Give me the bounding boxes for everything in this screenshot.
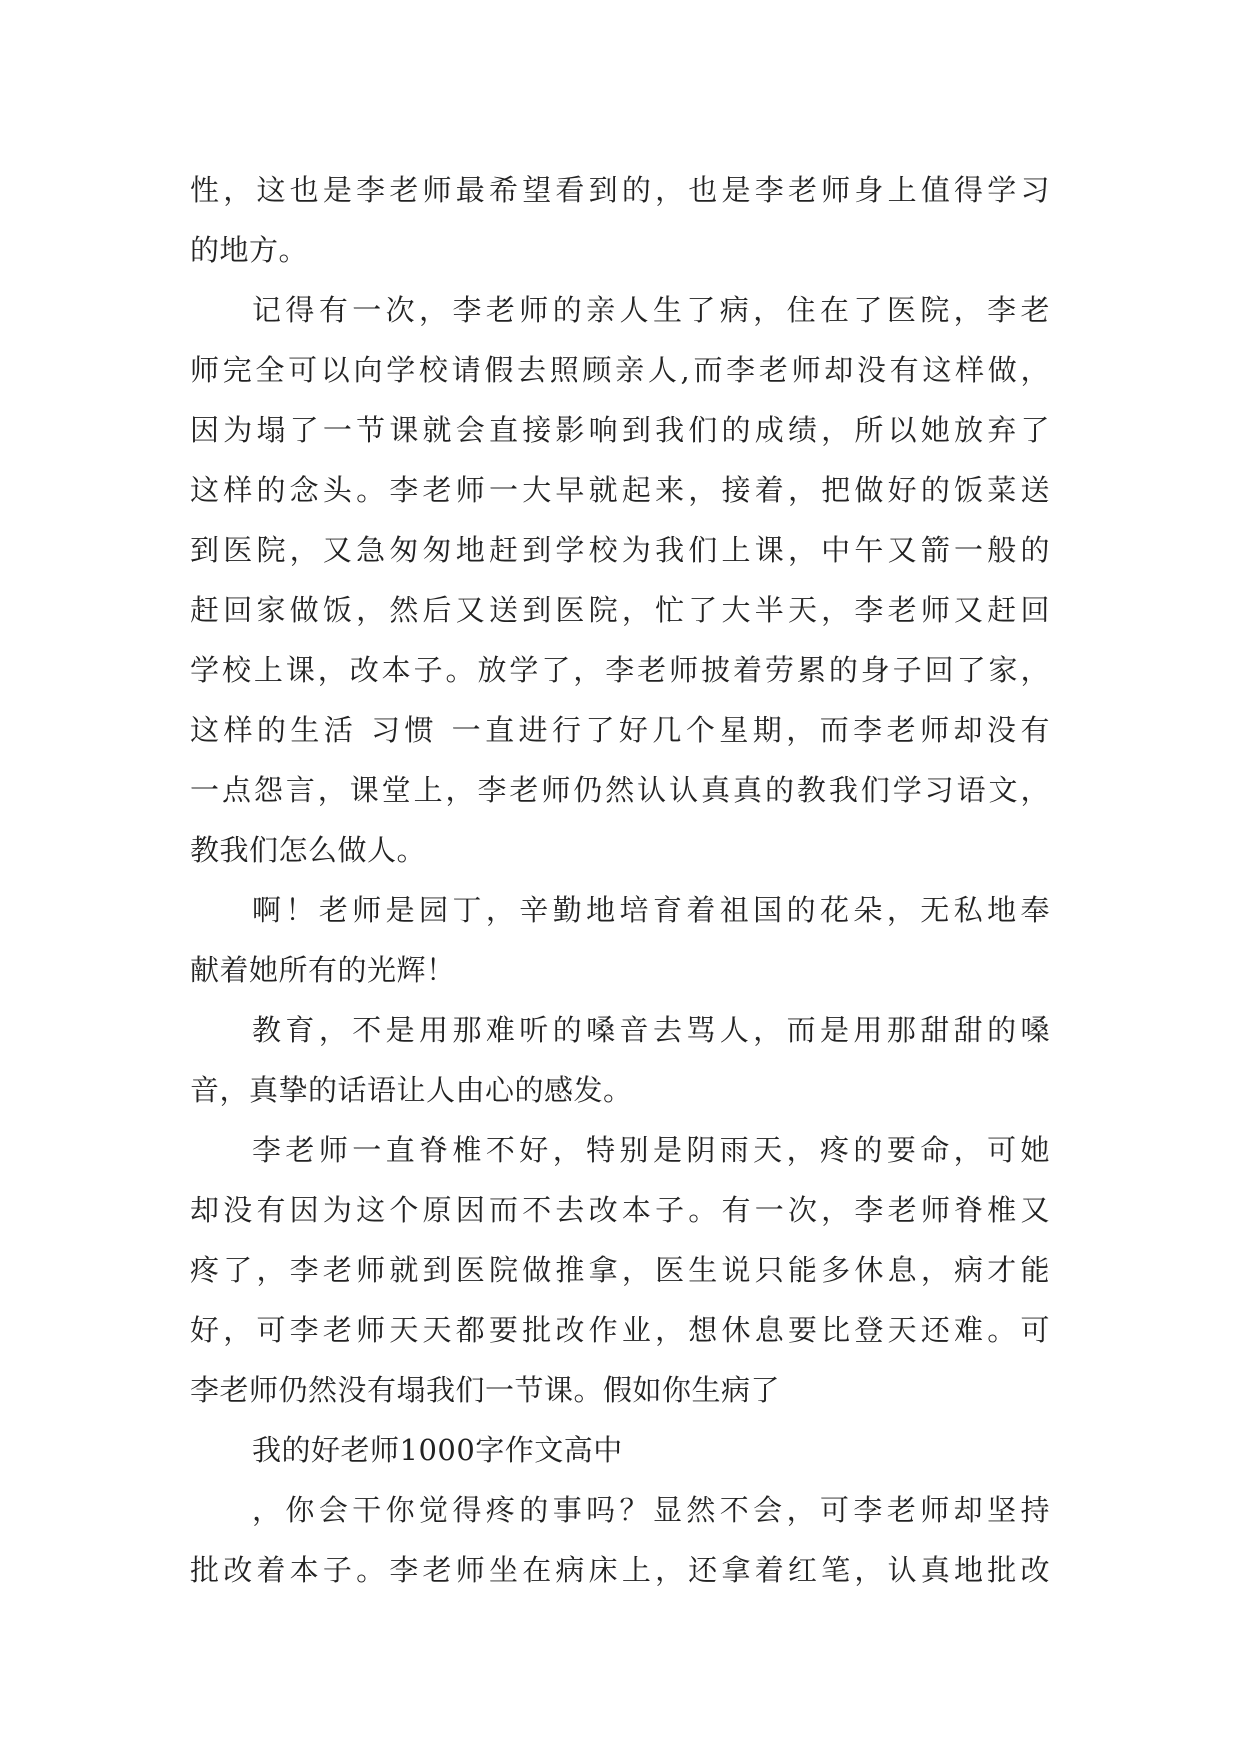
text-line: 这样的生活 习惯 一直进行了好几个星期，而李老师却没有 — [190, 713, 1050, 747]
paragraph-start-line: 李老师一直脊椎不好，特别是阴雨天，疼的要命，可她 — [252, 1133, 1050, 1167]
text-line: 这样的念头。李老师一大早就起来，接着，把做好的饭菜送 — [190, 473, 1050, 507]
text-line: 师完全可以向学校请假去照顾亲人,而李老师却没有这样做， — [190, 353, 1050, 387]
text-line: 性，这也是李老师最希望看到的，也是李老师身上值得学习 — [190, 173, 1050, 207]
text-line: 李老师仍然没有塌我们一节课。假如你生病了 — [190, 1373, 781, 1407]
text-line: 教我们怎么做人。 — [190, 833, 427, 867]
essay-body — [190, 160, 1050, 1600]
paragraph-start-line: 教育，不是用那难听的嗓音去骂人，而是用那甜甜的嗓 — [252, 1013, 1050, 1047]
text-line: 好，可李老师天天都要批改作业，想休息要比登天还难。可 — [190, 1313, 1050, 1347]
text-line: 献着她所有的光辉！ — [190, 953, 456, 987]
text-line: 学校上课，改本子。放学了，李老师披着劳累的身子回了家， — [190, 653, 1050, 687]
text-line: 音，真挚的话语让人由心的感发。 — [190, 1073, 633, 1107]
paragraph-start-line: 啊！老师是园丁，辛勤地培育着祖国的花朵，无私地奉 — [252, 893, 1050, 927]
paragraph-start-line: ，你会干你觉得疼的事吗？显然不会，可李老师却坚持 — [252, 1493, 1050, 1527]
paragraph-start-line: 记得有一次，李老师的亲人生了病，住在了医院，李老 — [252, 293, 1050, 327]
text-line: 的地方。 — [190, 233, 309, 267]
inserted-title-line: 我的好老师1000字作文高中 — [252, 1433, 623, 1467]
text-line: 疼了，李老师就到医院做推拿，医生说只能多休息，病才能 — [190, 1253, 1050, 1287]
text-line: 却没有因为这个原因而不去改本子。有一次，李老师脊椎又 — [190, 1193, 1050, 1227]
text-line: 一点怨言，课堂上，李老师仍然认认真真的教我们学习语文， — [190, 773, 1050, 807]
text-line: 到医院，又急匆匆地赶到学校为我们上课，中午又箭一般的 — [190, 533, 1050, 567]
text-line: 赶回家做饭，然后又送到医院，忙了大半天，李老师又赶回 — [190, 593, 1050, 627]
text-line: 批改着本子。李老师坐在病床上，还拿着红笔，认真地批改 — [190, 1553, 1050, 1587]
text-line: 因为塌了一节课就会直接影响到我们的成绩，所以她放弃了 — [190, 413, 1050, 447]
